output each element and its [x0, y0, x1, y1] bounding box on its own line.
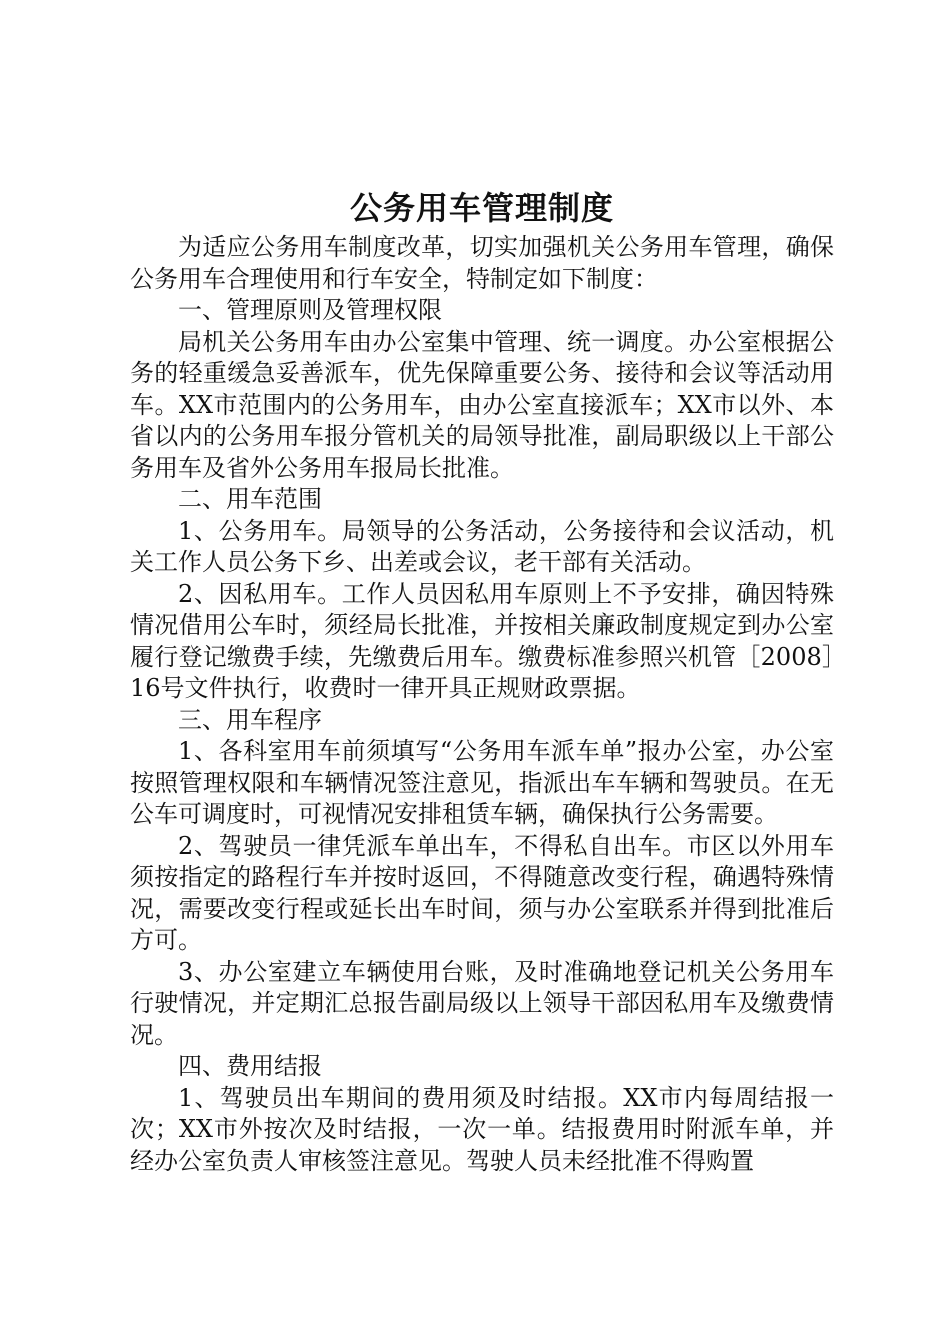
- section-heading-1: 一、管理原则及管理权限: [178, 296, 442, 324]
- section-heading-3: 三、用车程序: [178, 705, 322, 734]
- section-2-item-1: 1、公务用车。局领导的公务活动，公务接待和会议活动，机关工作人员公务下乡、出差或会议，老干部有关活动。: [130, 516, 834, 576]
- section-4-item-1: 1、驾驶员出车期间的费用须及时结报。XX市内每周结报一次；XX市外按次及时结报，一次一单。结报费用时附派车单，并经办公室负责人审核签注意见。驾驶人员未经批准不得购置: [130, 1083, 834, 1175]
- document-page: [130, 188, 834, 1177]
- section-2-item-2: 2、因私用车。工作人员因私用车原则上不予安排，确因特殊情况借用公车时，须经局长批准，并按相关廉政制度规定到办公室履行登记缴费手续，先缴费后用车。缴费标准参照兴机管［2008］16号文件执行，收费时一律开具正规财政票据。: [130, 579, 834, 702]
- section-3-item-1: 1、各科室用车前须填写“公务用车派车单”报办公室，办公室按照管理权限和车辆情况签注意见，指派出车车辆和驾驶员。在无公车可调度时，可视情况安排租赁车辆，确保执行公务需要。: [130, 737, 834, 828]
- section-1-paragraph: 局机关公务用车由办公室集中管理、统一调度。办公室根据公务的轻重缓急妥善派车，优先保障重要公务、接待和会议等活动用车。XX市范围内的公务用车，由办公室直接派车；XX市以外、本省以内的公务用车报分管机关的局领导批准，副局职级以上干部公务用车及省外公务用车报局长批准。: [130, 327, 834, 482]
- section-heading-4: 四、费用结报: [178, 1052, 322, 1080]
- intro-paragraph: 为适应公务用车制度改革，切实加强机关公务用车管理，确保公务用车合理使用和行车安全，特制定如下制度：: [130, 233, 834, 293]
- document-title: 公务用车管理制度: [349, 189, 614, 227]
- section-3-item-3: 3、办公室建立车辆使用台账，及时准确地登记机关公务用车行驶情况，并定期汇总报告副局级以上领导干部因私用车及缴费情况。: [130, 957, 834, 1049]
- section-heading-2: 二、用车范围: [178, 485, 322, 513]
- section-3-item-2: 2、驾驶员一律凭派车单出车，不得私自出车。市区以外用车须按指定的路程行车并按时返回，不得随意改变行程，确遇特殊情况，需要改变行程或延长出车时间，须与办公室联系并得到批准后方可。: [130, 831, 834, 954]
